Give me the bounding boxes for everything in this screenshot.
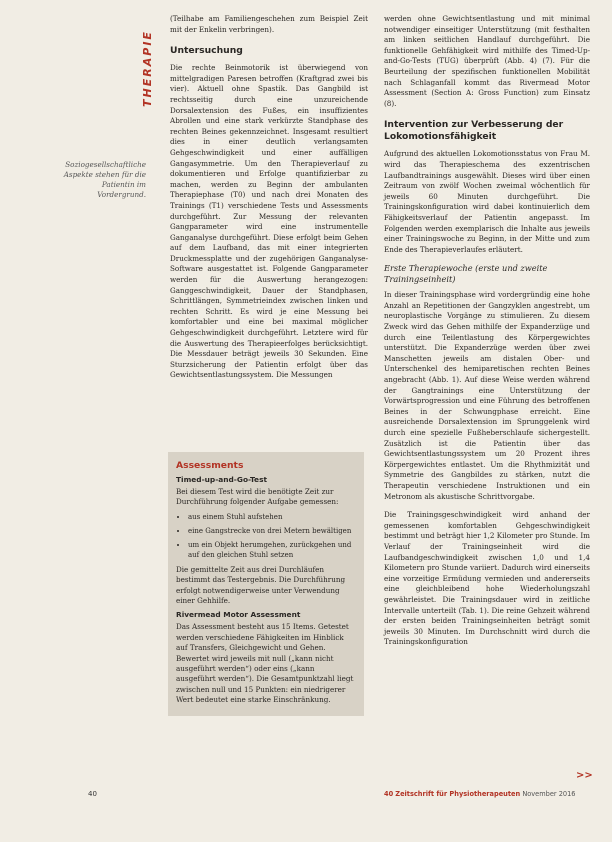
rma-text: Das Assessment besteht aus 15 Items. Getestet werden verschiedene Fähigkeiten im Hinblick auf Transfers, Gleichgewicht und Gehen. Bewertet wird jeweils mit null („kann nicht ausgeführt werden“) oder eins („kann ausgeführt werden“). Die Gesamtpunktzahl liegt zwischen null und 15 Punkten: ein niedrigerer Wert bedeutet eine starke Einschränkung. — [176, 622, 354, 705]
tug-item: • aus einem Stuhl aufstehen — [188, 512, 356, 522]
issue: November 2016 — [522, 790, 576, 798]
left-body: Die rechte Beinmotorik ist überwiegend von mittelgradigen Paresen betroffen (Kraftgrad zwei bis vier). Aktuell ohne Spastik. Das Gangbild ist rechtsseitig durch eine unzureichende Dorsalextension des Fußes, ein insuffizientes Abrollen und eine stark verkürzte Standphase des rechten Beines gekennzeichnet. Insgesamt resultiert dies in einer deutlich verlangsamten Gehgeschwindigkeit und einer auffälligen Gangasymmetrie. Um den Therapieverlauf zu dokumentieren und Erfolge quantifizierbar zu machen, werden zu Beginn der ambulanten Therapiephase (T0) und nach drei Monaten des Trainings (T1) verschiedene Tests und Assessments durchgeführt. Zur Messung der relevanten Gangparameter wird eine instrumentelle Ganganalyse durchgeführt. Diese erfolgt beim Gehen auf dem Laufband, das mit einer integrierten Druckmessplatte und der zugehörigen Ganganalyse-Software ausgestattet ist. Folgende Gangparameter werden für die Auswertung herangezogen: Ganggeschwindigkeit, Dauer der Standphasen, Schrittlängen, Symmetrieindex zwischen linken und rechten Schritt. Es wird je eine Messung bei komfortabler und eine bei maximal möglicher Gehgeschwindigkeit durchgeführt. Letztere wird für die Auswertung des Therapieerfolges berücksichtigt. Die Messdauer beträgt jeweils 30 Sekunden. Eine Sturzsicherung der Patientin erfolgt über das Gewichtsentlastungssystem. Die Messungen — [170, 63, 368, 380]
right-column — [384, 14, 590, 648]
right-body-3: Die Trainingsgeschwindigkeit wird anhand der gemessenen komfortablen Gehgeschwindigkeit bestimmt und beträgt hier 1,2 Kilometer pro Stunde. Im Verlauf der Trainingseinheit wird die Laufbandgeschwindigkeit zwischen 1,0 und 1,4 Kilometern pro Stunde variiert. Dadurch wird einerseits eine vorzeitige Ermüdung vermieden und andererseits eine gleichbleibend hohe Wiederholungszahl gewährleistet. Die Trainingsdauer wird in zeitliche Intervalle unterteilt (Tab. 1). Die reine Gehzeit während der ersten beiden Trainingseinheiten beträgt somit jeweils 30 Minuten. Im Durchschnitt wird durch die Trainingskonfiguration — [384, 510, 590, 647]
right-body-1: Aufgrund des aktuellen Lokomotionsstatus von Frau M. wird das Therapieschema des exzentrischen Laufbandtrainings ausgewählt. Dieses wird über einen Zeitraum von zwölf Wochen zweimal wöchentlich für jeweils 60 Minuten durchgeführt. Die Trainingskonfiguration wird dabei kontinuierlich dem Fähigkeitsverlauf der Patientin angepasst. Im Folgenden werden exemplarisch die Inhalte aus jeweils einer Trainingswoche zu Beginn, in der Mitte und zum Ende des Therapieverlaufes erläutert. — [384, 149, 590, 254]
side-note: Soziogesellschaftliche Aspekte stehen für die Patientin im Vordergrund. — [63, 160, 146, 199]
right-intro: werden ohne Gewichtsentlastung und mit minimal notwendiger einseitiger Unterstützung (mit festhalten am linken seitlichen Handlauf durchgeführt. Die funktionelle Gehfähigkeit wird mithilfe des Timed-Up-and-Go-Tests (TUG) überprüft (Abb. 4) (7). Für die Beurteilung der spezifischen funktionellen Mobilität nach Schlaganfall kommt das Rivermead Motor Assessment (Section A: Gross Function) zum Einsatz (8). — [384, 14, 590, 108]
subheading-erste-therapiewoche: Erste Therapiewoche (erste und zweite Trainingseinheit) — [384, 263, 548, 285]
journal-name: Zeitschrift für Physiotherapeuten — [395, 790, 521, 798]
section-label: THERAPIE — [140, 29, 154, 107]
heading-intervention: Intervention zur Verbesserung der Lokomotionsfähigkeit — [384, 119, 564, 143]
page-number-left: 40 — [88, 790, 97, 798]
tug-outro: Die gemittelte Zeit aus drei Durchläufen bestimmt das Testergebnis. Die Durchführung erfolgt notwendigerweise unter Verwendung einer Gehhilfe. — [176, 564, 346, 606]
rma-title: Rivermead Motor Assessment — [176, 610, 301, 620]
left-column — [170, 14, 368, 381]
footer-right — [384, 790, 604, 798]
right-body-2: In dieser Trainingsphase wird vordergründig eine hohe Anzahl an Repetitionen der Gangzyklen angestrebt, um neuroplastische Vorgänge zu stimulieren. Zu diesem Zweck wird das Gehen mithilfe der Expanderzüge und durch eine Teilentlastung des Körpergewichtes unterstützt. Die Expanderzüge werden über zwei Manschetten jeweils am distalen Ober- und Unterschenkel des hemiparetischen rechten Beines angebracht (Abb. 1). Auf diese Weise werden während der Gangtrainings eine Unterstützung der Vorwärtsprogression und eine Führung des betroffenen Beines in der Schwungphase erreicht. Eine ausreichende Dorsalextension im Sprunggelenk wird durch eine spezielle Fußheberschlaufe sichergestellt. Zusätzlich ist die Patientin über das Gewichtsentlastungssystem um 20 Prozent ihres Körpergewichtes entlastet. Um die Rhythmizität und Symmetrie des Gangbildes zu stärken, nutzt die Therapeutin verschiedene Instruktionen und ein Metronom als akustische Schrittvorgabe. — [384, 290, 590, 501]
continue-arrow-icon: >> — [576, 770, 593, 781]
tug-list — [176, 512, 356, 560]
tug-intro: Bei diesem Test wird die benötigte Zeit zur Durchführung folgender Aufgabe gemessen: — [176, 487, 339, 507]
left-intro: (Teilhabe am Familiengeschehen zum Beispiel Zeit mit der Enkelin verbringen). — [170, 14, 368, 34]
tug-item: • um ein Objekt herumgehen, zurückgehen und auf den gleichen Stuhl setzen — [188, 540, 356, 560]
tug-title: Timed-up-and-Go-Test — [176, 475, 267, 484]
heading-untersuchung: Untersuchung — [170, 45, 243, 57]
tug-item: • eine Gangstrecke von drei Metern bewältigen — [188, 526, 356, 536]
assessments-title: Assessments — [176, 460, 244, 471]
assessments-box — [168, 452, 364, 716]
page-number-right: 40 — [384, 790, 394, 798]
